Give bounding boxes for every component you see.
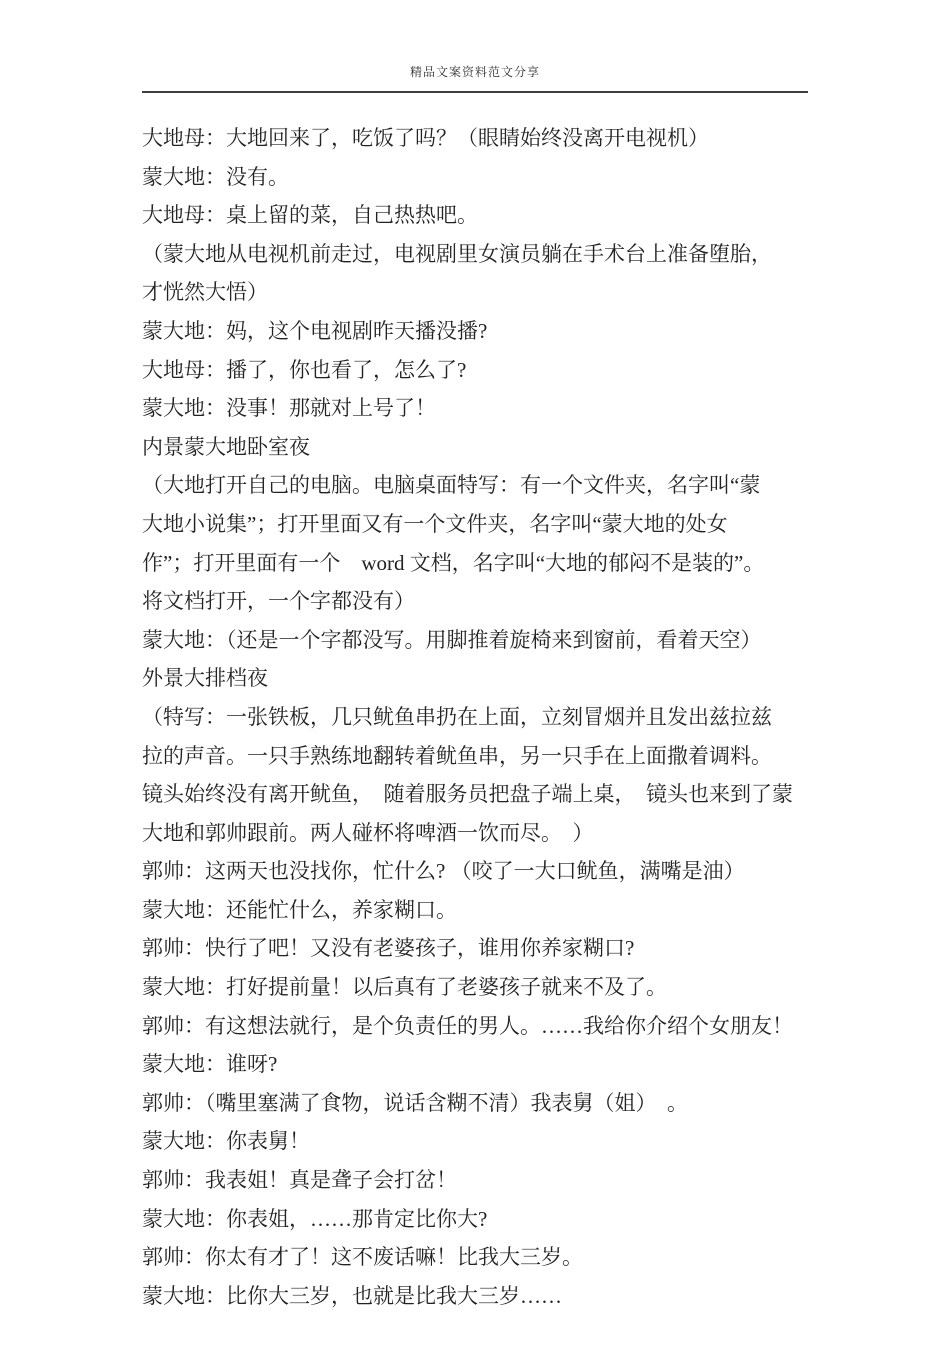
script-line: 将文档打开，一个字都没有） xyxy=(142,589,415,614)
script-line: （特写：一张铁板，几只鱿鱼串扔在上面，立刻冒烟并且发出兹拉兹 xyxy=(142,704,772,729)
script-line: 郭帅：有这想法就行，是个负责任的男人。……我给你介绍个女朋友！ xyxy=(142,1013,793,1038)
script-line: 郭帅：快行了吧！又没有老婆孩子，谁用你养家糊口? xyxy=(142,936,635,961)
script-line: 大地母：桌上留的菜，自己热热吧。 xyxy=(142,203,478,228)
script-line: 郭帅：我表姐！真是聋子会打岔！ xyxy=(142,1168,457,1193)
script-line: 郭帅：这两天也没找你，忙什么? （咬了一大口鱿鱼，满嘴是油） xyxy=(142,859,745,884)
script-line: （蒙大地从电视机前走过，电视剧里女演员躺在手术台上准备堕胎， xyxy=(142,241,772,266)
page-header xyxy=(142,0,808,93)
script-line: 郭帅：你太有才了！这不废话嘛！比我大三岁。 xyxy=(142,1245,583,1270)
script-line: 蒙大地：还能忙什么，养家糊口。 xyxy=(142,897,457,922)
script-line: 拉的声音。一只手熟练地翻转着鱿鱼串，另一只手在上面撒着调料。 xyxy=(142,743,772,768)
script-line: （大地打开自己的电脑。电脑桌面特写：有一个文件夹，名字叫“蒙 xyxy=(142,473,761,498)
content-column xyxy=(142,0,808,1315)
script-line: 内景蒙大地卧室夜 xyxy=(142,434,310,459)
script-line: 蒙大地：你表姐，……那肯定比你大? xyxy=(142,1206,488,1231)
script-line: 大地母：大地回来了，吃饭了吗？（眼睛始终没离开电视机） xyxy=(142,126,709,150)
script-line: 蒙大地：打好提前量！以后真有了老婆孩子就来不及了。 xyxy=(142,975,667,1000)
script-text xyxy=(142,119,808,1315)
script-line: 蒙大地：没事！那就对上号了！ xyxy=(142,396,436,421)
script-line: 作”；打开里面有一个 word 文档，名字叫“大地的郁闷不是装的”。 xyxy=(142,550,765,575)
script-line: 郭帅：（嘴里塞满了食物，说话含糊不清）我表舅（姐） 。 xyxy=(142,1090,688,1115)
script-line: 蒙大地：你表舅！ xyxy=(142,1129,310,1154)
script-line: 大地和郭帅跟前。两人碰杯将啤酒一饮而尽。 ） xyxy=(142,820,594,845)
script-line: 才恍然大悟） xyxy=(142,280,268,305)
script-line: 蒙大地：妈，这个电视剧昨天播没播? xyxy=(142,318,488,343)
header-title: 精品文案资料范文分享 xyxy=(409,65,540,79)
script-line: 镜头始终没有离开鱿鱼， 随着服务员把盘子端上桌， 镜头也来到了蒙 xyxy=(142,782,793,807)
script-line: 大地小说集”；打开里面又有一个文件夹，名字叫“蒙大地的处女 xyxy=(142,511,728,536)
script-line: 蒙大地：（还是一个字都没写。用脚推着旋椅来到窗前，看着天空） xyxy=(142,627,762,652)
script-line: 蒙大地：谁呀? xyxy=(142,1052,278,1077)
script-line: 大地母：播了，你也看了，怎么了? xyxy=(142,357,467,382)
script-line: 蒙大地：没有。 xyxy=(142,164,289,189)
script-line: 外景大排档夜 xyxy=(142,666,268,691)
script-line: 蒙大地：比你大三岁，也就是比我大三岁…… xyxy=(142,1283,562,1308)
